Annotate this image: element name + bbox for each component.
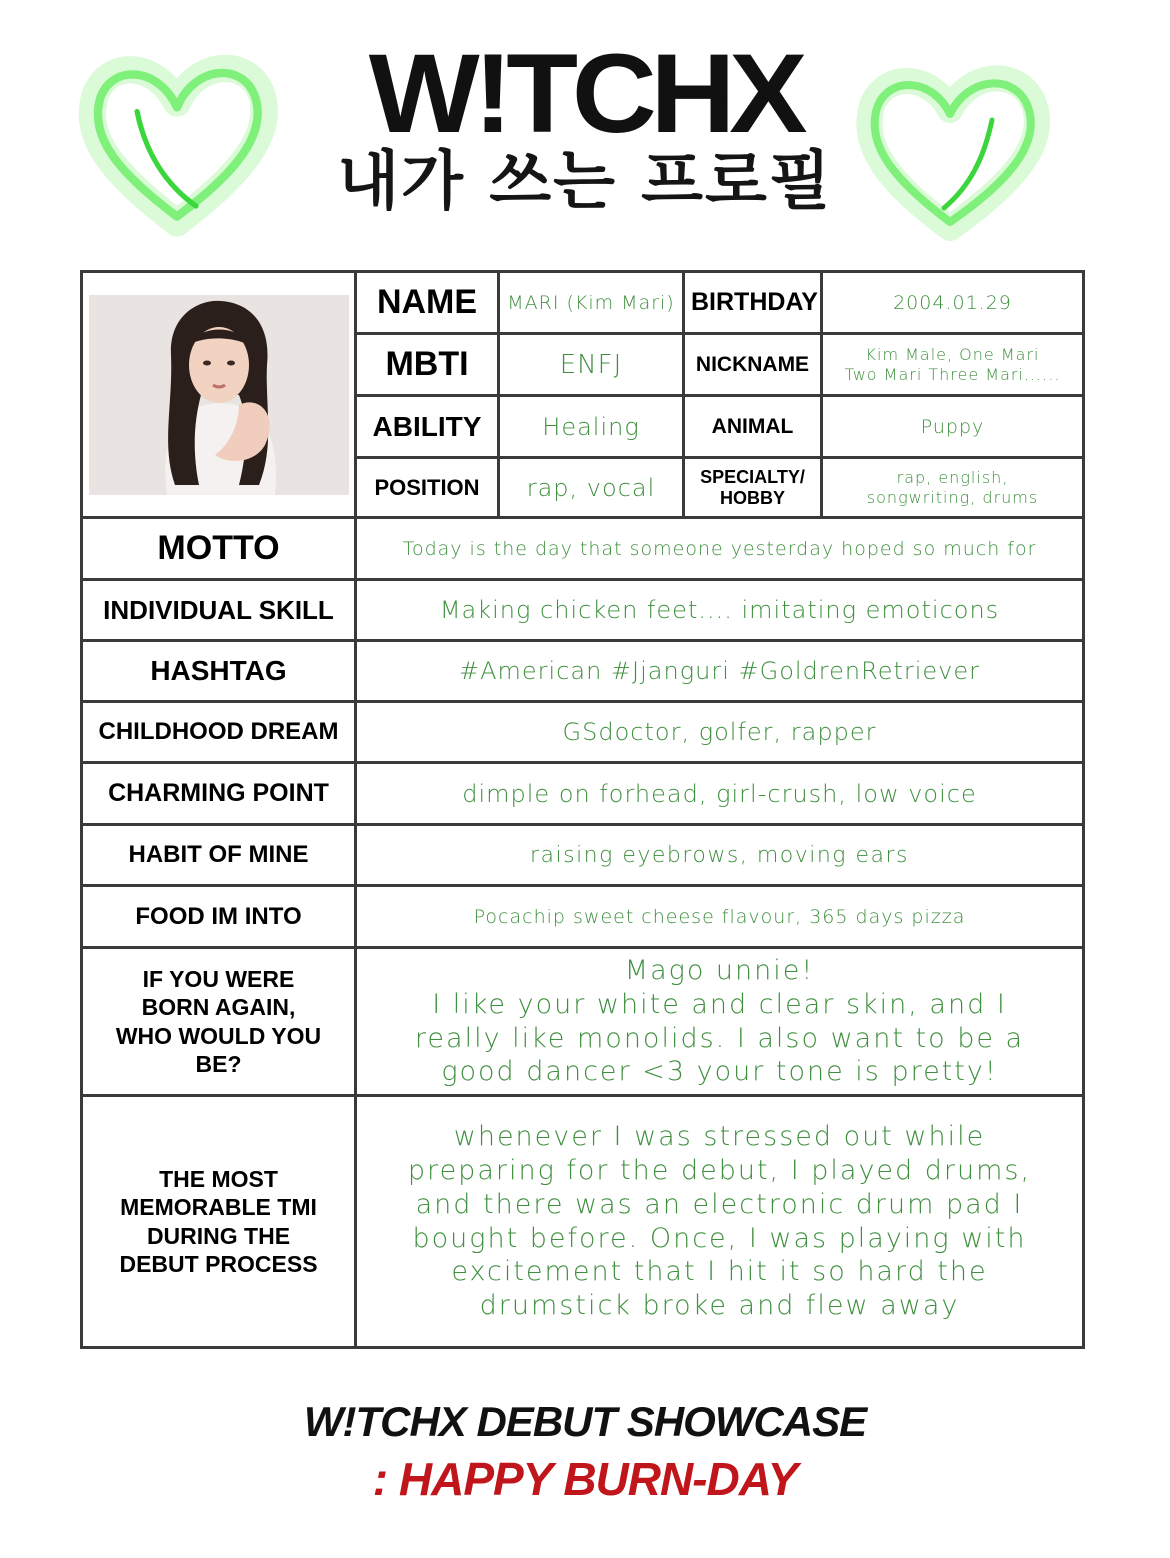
tmi-label-cell <box>82 1096 356 1348</box>
position-value: rap, vocal <box>526 473 656 502</box>
tmi-value-line: drumstick broke and flew away <box>479 1290 960 1321</box>
birthday-label-cell <box>684 272 822 334</box>
nickname-value-line: Two Mari Three Mari...... <box>844 364 1061 384</box>
table-row <box>82 702 1084 763</box>
tmi-label-line: MEMORABLE TMI <box>120 1194 317 1221</box>
birthday-label: BIRTHDAY <box>691 288 818 316</box>
hashtag-value: #American #Jjanguri #GoldrenRetriever <box>458 657 981 685</box>
page-title: 내가 쓰는 프로필 <box>337 145 833 219</box>
tmi-value-line: whenever I was stressed out while <box>453 1121 986 1153</box>
hashtag-value-cell <box>356 641 1084 702</box>
table-row <box>82 580 1084 641</box>
tmi-value-line: excitement that I hit it so hard the <box>451 1256 988 1288</box>
footer-showcase-title: W!TCHX DEBUT SHOWCASE <box>303 1398 867 1445</box>
dream-value-cell <box>356 702 1084 763</box>
mbti-value: ENFJ <box>559 349 623 380</box>
food-value-cell <box>356 886 1084 948</box>
name-value: MARI (Kim Mari) <box>507 291 675 314</box>
position-value-cell <box>499 458 684 518</box>
reborn-value-line: I like your white and clear skin, and I <box>432 988 1007 1020</box>
tmi-value-line: preparing for the debut, I played drums, <box>407 1155 1032 1186</box>
specialty-value-line: songwriting, drums <box>866 487 1039 507</box>
reborn-value-line: really like monolids. I also want to be a <box>414 1022 1025 1054</box>
ability-value-cell <box>499 396 684 458</box>
table-row <box>82 886 1084 948</box>
habit-value-cell <box>356 825 1084 886</box>
birthday-value: 2004.01.29 <box>893 291 1012 314</box>
tmi-label-line: THE MOST <box>159 1166 278 1193</box>
reborn-label-line: WHO WOULD YOU <box>115 1022 322 1049</box>
tmi-label-line: DURING THE <box>146 1222 291 1249</box>
habit-label: HABIT OF MINE <box>128 841 309 868</box>
nickname-value-line: Kim Male, One Mari <box>865 345 1040 365</box>
ability-label-cell <box>356 396 499 458</box>
food-label-cell <box>82 886 356 948</box>
name-label: NAME <box>376 283 478 321</box>
food-label: FOOD IM INTO <box>135 902 302 930</box>
animal-label: ANIMAL <box>711 414 794 438</box>
specialty-label-line: SPECIALTY/ <box>700 466 805 487</box>
mbti-label: MBTI <box>385 345 469 383</box>
hashtag-label: HASHTAG <box>150 655 287 686</box>
dream-label: CHILDHOOD DREAM <box>98 718 339 745</box>
reborn-value-line: Mago unnie! <box>624 955 815 986</box>
skill-value: Making chicken feet.... imitating emoticons <box>439 596 1000 624</box>
reborn-label-line: IF YOU WERE <box>142 966 295 993</box>
reborn-label-cell <box>82 948 356 1096</box>
reborn-label-line: BORN AGAIN, <box>141 994 296 1021</box>
skill-label-cell <box>82 580 356 641</box>
charming-label-cell <box>82 763 356 825</box>
nickname-label-cell <box>684 334 822 396</box>
profile-table <box>80 270 1085 1349</box>
footer-showcase-subtitle: : HAPPY BURN-DAY <box>372 1453 798 1505</box>
habit-value: raising eyebrows, moving ears <box>529 842 910 868</box>
charming-value-cell <box>356 763 1084 825</box>
table-row <box>82 825 1084 886</box>
food-value: Pocachip sweet cheese flavour, 365 days pizza <box>473 905 966 928</box>
specialty-label-line: HOBBY <box>719 487 785 508</box>
profile-photo-cell <box>82 272 356 518</box>
name-value-cell <box>499 272 684 334</box>
table-row <box>82 1096 1084 1348</box>
tmi-value-cell <box>356 1096 1084 1348</box>
reborn-value-line: good dancer <3 your tone is pretty! <box>441 1056 998 1088</box>
table-row <box>82 272 1084 334</box>
position-label-cell <box>356 458 499 518</box>
tmi-value-line: and there was an electronic drum pad I <box>415 1188 1024 1220</box>
motto-label: MOTTO <box>157 529 280 567</box>
animal-value: Puppy <box>920 415 985 438</box>
reborn-label-line: BE? <box>195 1050 242 1077</box>
specialty-label-cell <box>684 458 822 518</box>
dream-value: GSdoctor, golfer, rapper <box>562 718 877 746</box>
specialty-value-line: rap, english, <box>896 468 1009 488</box>
charming-value: dimple on forhead, girl-crush, low voice <box>462 779 977 808</box>
reborn-value-cell <box>356 948 1084 1096</box>
birthday-value-cell <box>822 272 1084 334</box>
animal-label-cell <box>684 396 822 458</box>
name-label-cell <box>356 272 499 334</box>
ability-value: Healing <box>542 412 640 441</box>
nickname-label: NICKNAME <box>695 352 810 376</box>
tmi-value-line: bought before. Once, I was playing with <box>412 1222 1027 1254</box>
table-row <box>82 948 1084 1096</box>
nickname-value-cell <box>822 334 1084 396</box>
specialty-value-cell <box>822 458 1084 518</box>
hashtag-label-cell <box>82 641 356 702</box>
mbti-value-cell <box>499 334 684 396</box>
motto-value-cell <box>356 518 1084 580</box>
mbti-label-cell <box>356 334 499 396</box>
habit-label-cell <box>82 825 356 886</box>
skill-label: INDIVIDUAL SKILL <box>103 594 334 625</box>
profile-photo <box>89 295 349 495</box>
portrait-illustration <box>89 295 349 495</box>
table-row <box>82 641 1084 702</box>
motto-label-cell <box>82 518 356 580</box>
dream-label-cell <box>82 702 356 763</box>
animal-value-cell <box>822 396 1084 458</box>
motto-value: Today is the day that someone yesterday hoped so much for <box>402 537 1037 560</box>
table-row <box>82 518 1084 580</box>
charming-label: CHARMING POINT <box>108 779 329 807</box>
ability-label: ABILITY <box>372 410 482 442</box>
table-row <box>82 763 1084 825</box>
tmi-label-line: DEBUT PROCESS <box>119 1250 318 1277</box>
brand-logo: W!TCHX <box>368 31 802 156</box>
position-label: POSITION <box>374 474 480 500</box>
skill-value-cell <box>356 580 1084 641</box>
